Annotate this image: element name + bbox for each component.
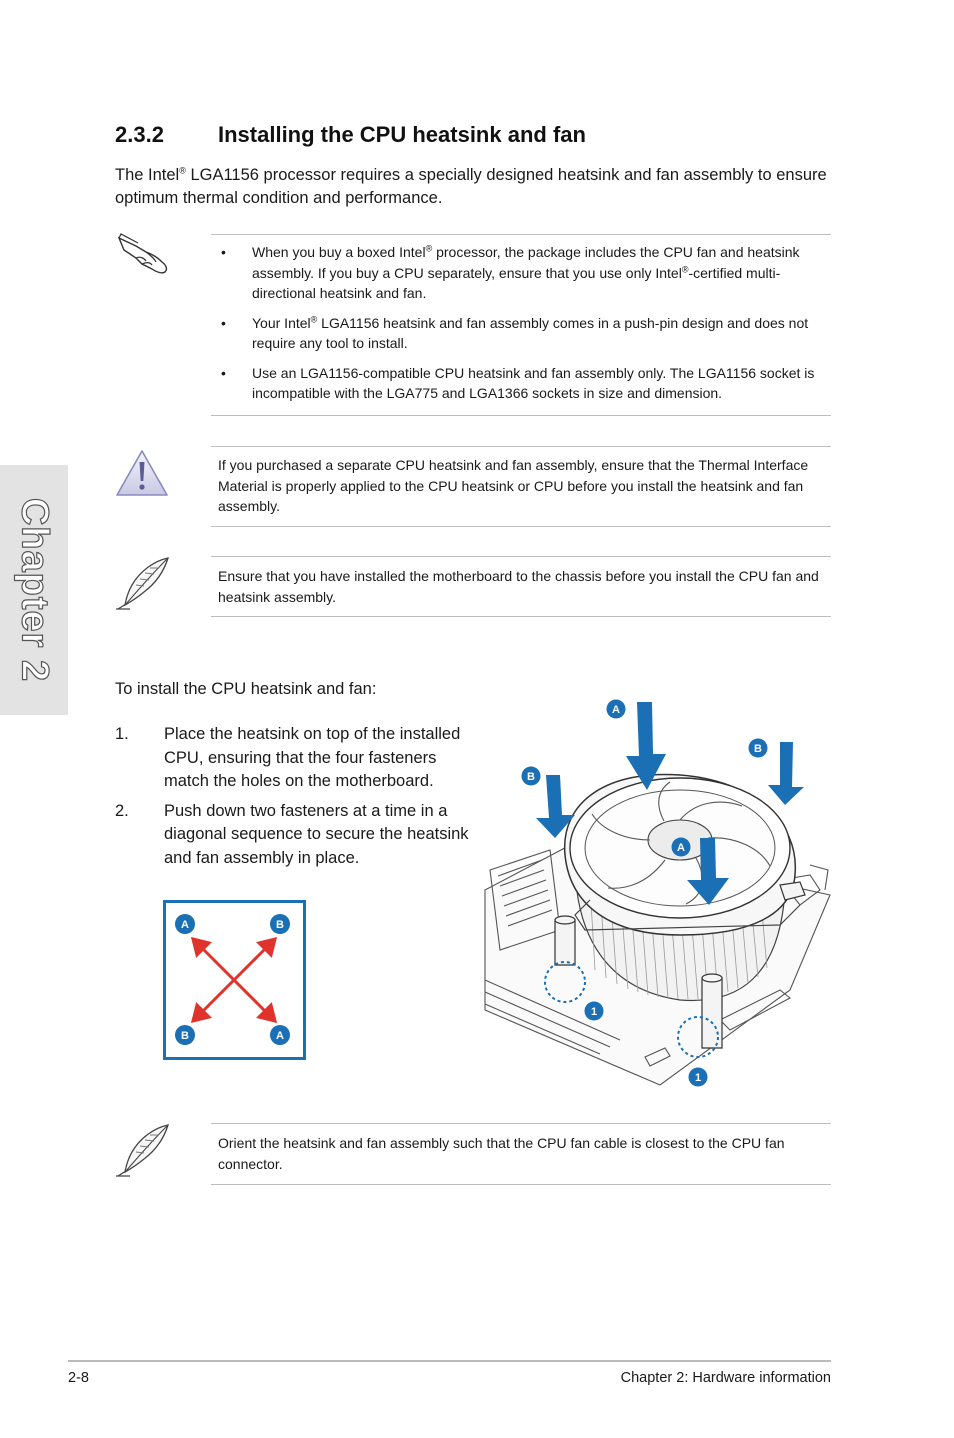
intro-paragraph [115,164,835,210]
arrow-label-a-center: A [677,842,685,854]
heatsink-installation-figure [480,690,835,1100]
note-bullet-item [218,242,832,304]
bullet-sup: ® [425,243,433,254]
bullet-text: When you buy a boxed Intel [252,244,426,260]
step-text: Place the heatsink on top of the installed CPU, ensuring that the four fasteners match the holes on the motherboard. [164,725,461,790]
bullet-text: LGA1156 heatsink and fan assembly comes in a push-pin design and does not require any tool to install. [252,314,809,351]
step-number: 1. [115,725,129,743]
intro-sup: ® [179,165,186,176]
step-number: 2. [115,801,129,820]
step-callout-1-left: 1 [590,1006,598,1018]
diagram-label-bottom-right: A [276,1030,284,1042]
footer-chapter-title: Chapter 2: Hardware information [620,1370,831,1386]
bullet-text: processor, the package includes the CPU fan and heatsink assembly. If you buy a CPU separately, ensure that you use only Intel [252,244,800,281]
step-text: Push down two fasteners at a time in a diagonal sequence to secure the heatsink and fan assembly in place. [164,801,469,867]
note2-top-rule [211,1123,831,1124]
note-bullet-list [218,242,832,413]
note2-bottom-rule [211,1184,831,1185]
note-bullet-item [218,363,832,404]
note-top-rule [211,234,831,235]
warning-triangle-icon [114,448,170,503]
bullet-sup: ® [681,263,689,274]
arrow-label-b-left: B [527,771,535,783]
bullet-dot: • [221,244,226,260]
note1-text: Ensure that you have installed the motherboard to the chassis before you install the CPU fan and heatsink assembly. [218,568,819,605]
diagram-label-top-right: B [276,919,284,931]
diagram-label-bottom-left: B [181,1030,189,1042]
step-item [115,723,480,794]
warning-bottom-rule [211,526,831,527]
steps-intro: To install the CPU heatsink and fan: [115,680,377,698]
chapter-tab-label: Chapter 2 [13,497,56,683]
arrow-label-a-top: A [612,704,620,716]
diagram-label-top-left: A [181,919,189,931]
feather-pen-icon [114,555,172,616]
intro-text-b: LGA1156 processor requires a specially designed heatsink and fan assembly to ensure optimum thermal condition and performance. [115,166,827,207]
note-bullet-item [218,313,832,354]
diagonal-sequence-diagram [163,900,306,1065]
warning-text: If you purchased a separate CPU heatsink and fan assembly, ensure that the Thermal Interface Material is properly applied to the CPU heatsink or CPU before you install the heatsink and fan assembly. [218,457,809,514]
section-heading [115,122,586,148]
bullet-dot: • [221,314,226,331]
chapter-side-tab [0,465,68,715]
steps-list [115,723,480,876]
hand-pointing-icon [116,232,172,279]
section-title: Installing the CPU heatsink and fan [218,122,586,147]
arrow-label-b-right: B [754,743,762,755]
intro-text-a: The Intel [115,166,180,184]
note-bottom-rule [211,415,831,416]
step-item [115,800,480,871]
footer-rule [68,1360,831,1362]
note2-text: Orient the heatsink and fan assembly such that the CPU fan cable is closest to the CPU fan connector. [218,1135,785,1172]
bullet-dot: • [221,364,226,381]
bullet-sup: ® [310,313,318,324]
bullet-text: -certified multi-directional heatsink and fan. [252,264,781,301]
bullet-text: Use an LGA1156-compatible CPU heatsink and fan assembly only. The LGA1156 socket is incompatible with the LGA775 and LGA1366 sockets in size and dimension. [252,364,815,401]
feather-pen-icon [114,1122,172,1183]
section-number: 2.3.2 [115,122,164,147]
page-number: 2-8 [68,1370,89,1386]
note1-top-rule [211,556,831,557]
step-callout-1-right: 1 [694,1072,702,1084]
note1-bottom-rule [211,616,831,617]
bullet-text: Your Intel [252,314,311,331]
warning-top-rule [211,446,831,447]
